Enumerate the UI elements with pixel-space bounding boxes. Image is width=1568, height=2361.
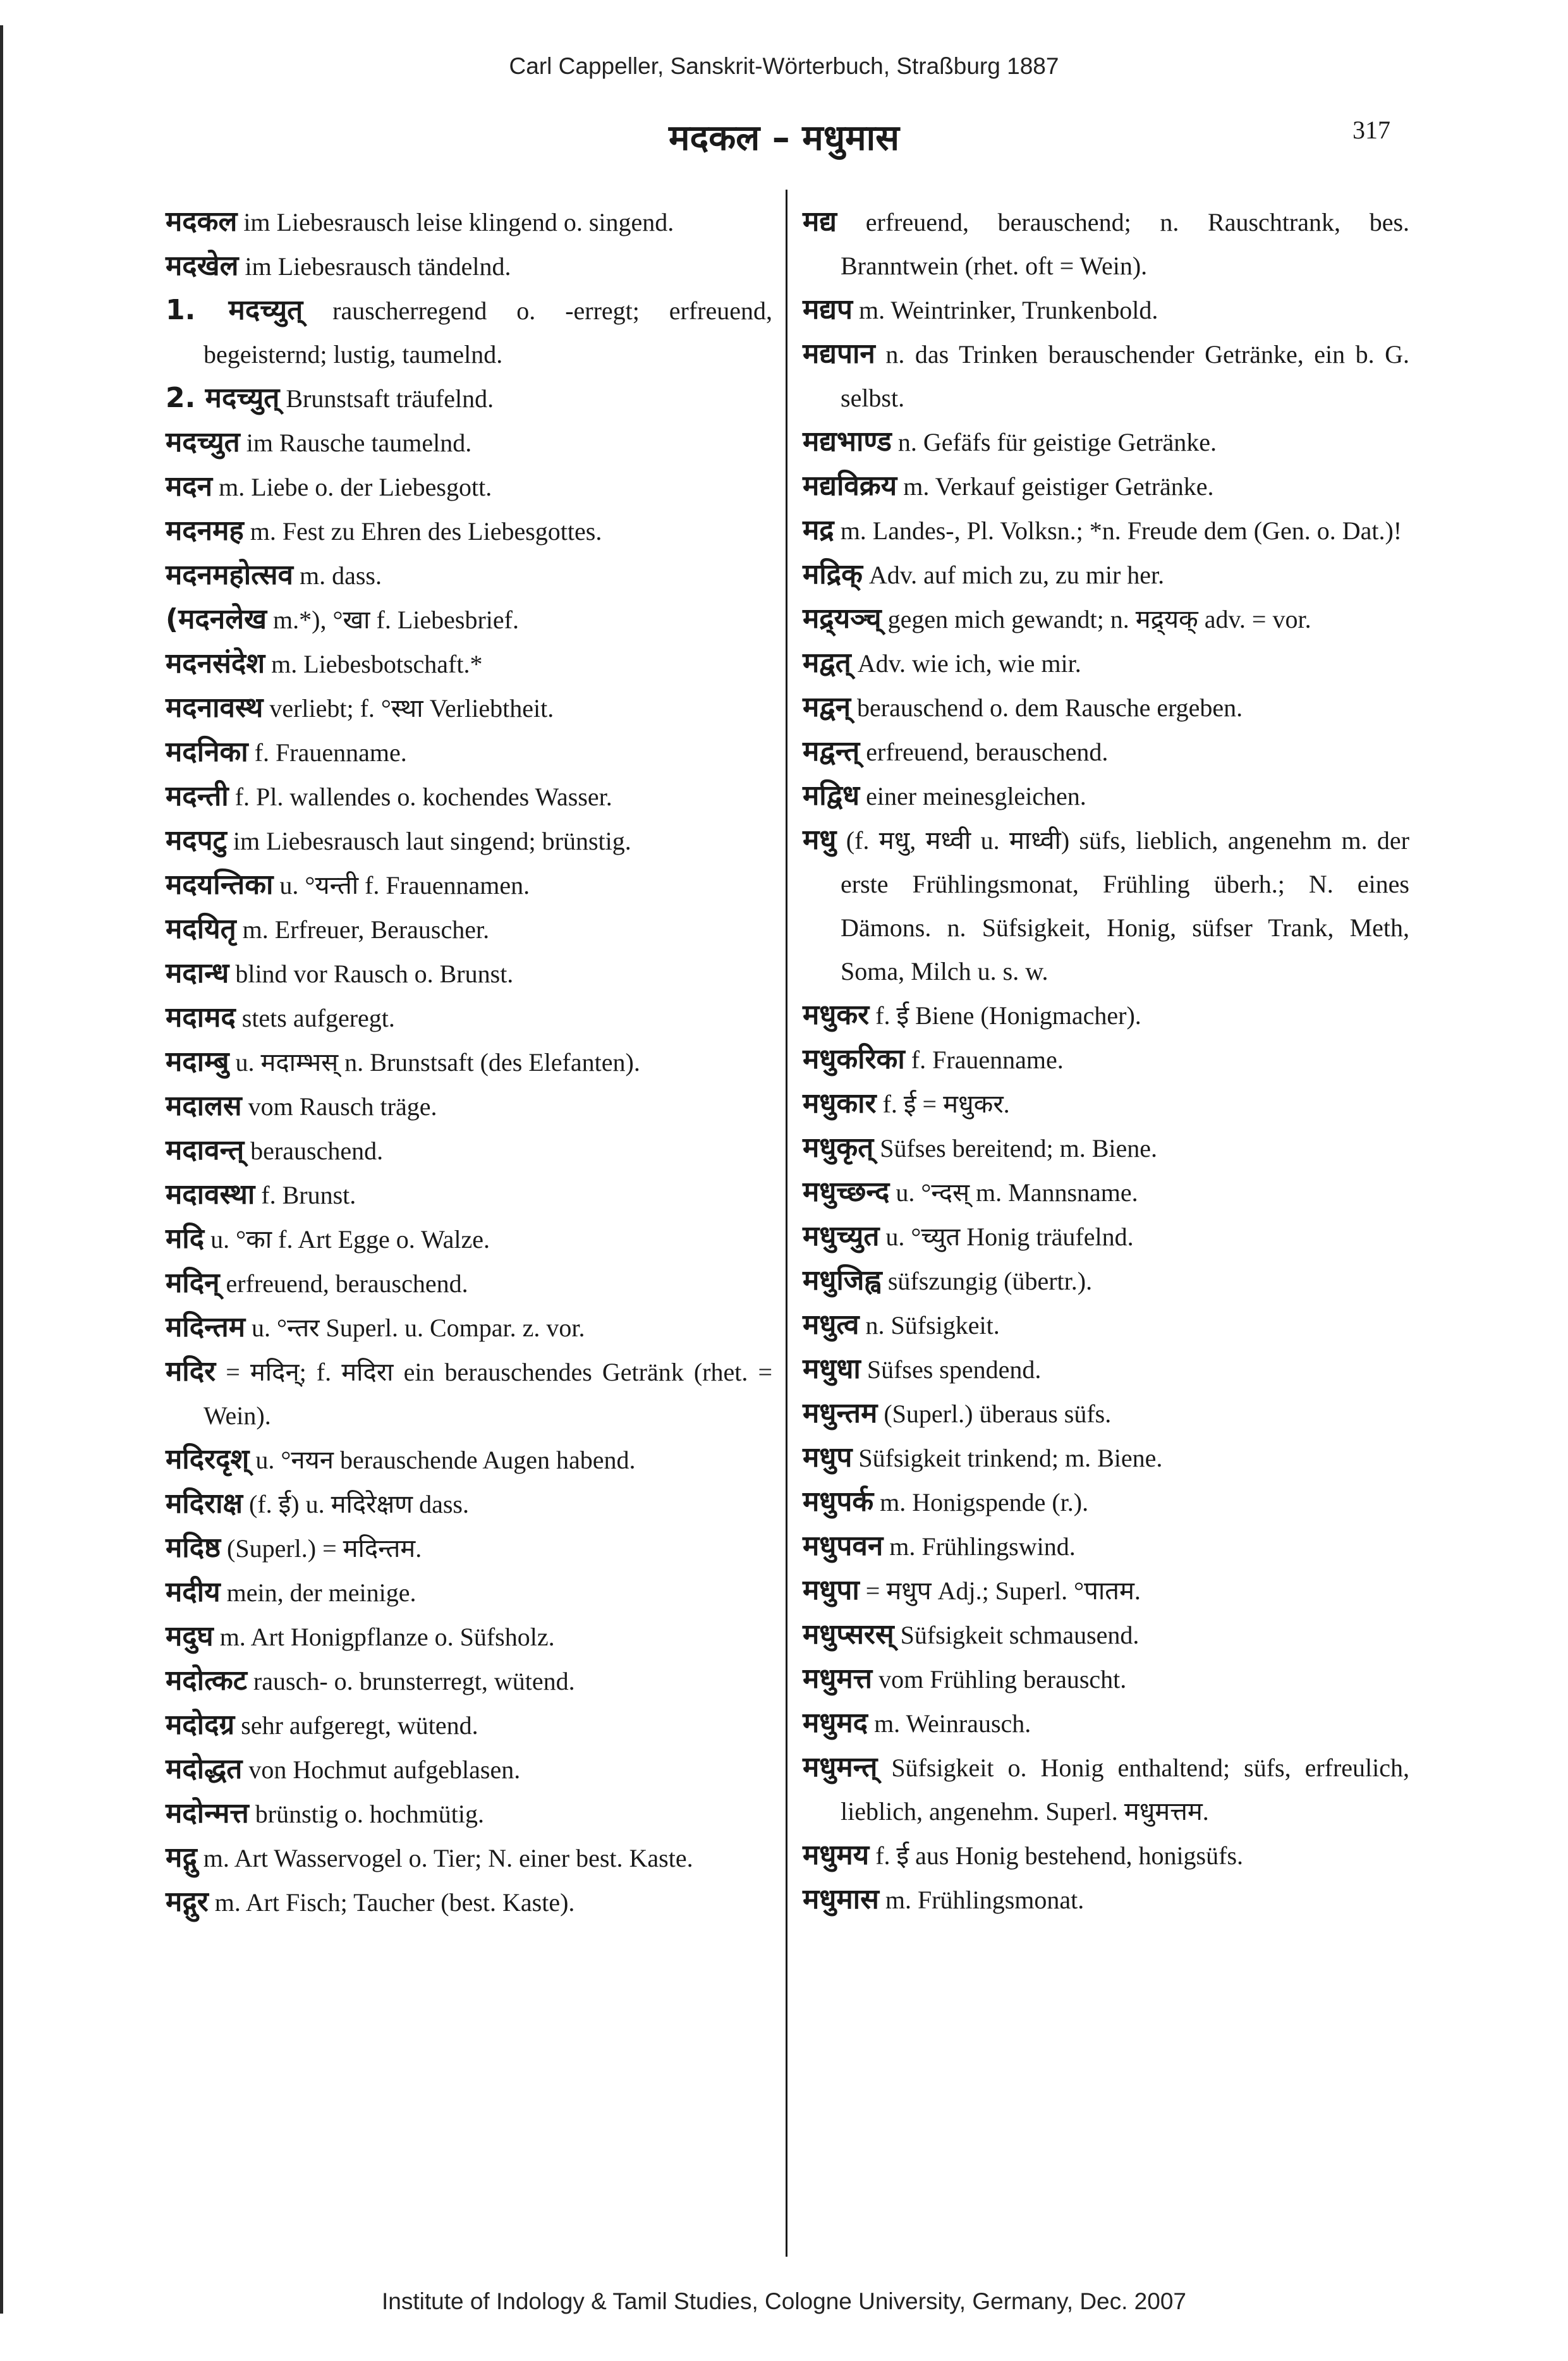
entry-definition: brünstig o. hochmütig. (255, 1800, 484, 1828)
dictionary-entry (803, 1214, 1409, 1259)
entry-definition: einer meinesgleichen. (866, 782, 1086, 810)
entry-definition: berauschend. (250, 1137, 384, 1165)
dictionary-entry (803, 1568, 1409, 1613)
entry-definition: Süfses bereitend; m. Biene. (880, 1134, 1158, 1162)
dictionary-entry (803, 508, 1409, 552)
entry-definition: Süfsigkeit schmausend. (900, 1621, 1140, 1649)
entry-definition: m. Landes-, Pl. Volksn.; *n. Freude dem (Gen. o. Dat.)! (840, 516, 1402, 545)
entry-headword: मद्विध (803, 779, 860, 812)
entry-headword: मद्रिक् (803, 558, 863, 590)
entry-definition: (f. ई) u. मदिरेक्षण dass. (249, 1490, 469, 1518)
entry-headword: 2. मदच्युत् (166, 382, 280, 414)
entry-headword: मधुकार (803, 1087, 877, 1119)
entry-definition: = मदिन्; f. मदिरा ein berauschendes Getränk (rhet. = Wein). (204, 1358, 772, 1430)
dictionary-entry (166, 1040, 772, 1084)
dictionary-entry (166, 863, 772, 907)
entry-definition: Süfsigkeit o. Honig enthaltend; süfs, erfreulich, lieblich, angenehm. Superl. मधुमत्तम. (841, 1754, 1410, 1826)
dictionary-entry (166, 1747, 772, 1791)
entry-headword: मधुकर (803, 999, 870, 1031)
digitization-credit: Institute of Indology & Tamil Studies, Cologne University, Germany, Dec. 2007 (381, 2288, 1186, 2314)
entry-definition: mein, der meinige. (226, 1578, 416, 1607)
entry-definition: f. Frauenname. (911, 1046, 1064, 1074)
entry-definition: Adv. auf mich zu, zu mir her. (868, 561, 1165, 589)
entry-definition: m. Weintrinker, Trunkenbold. (859, 296, 1158, 324)
entry-definition: u. °का f. Art Egge o. Walze. (210, 1225, 490, 1254)
dictionary-entry (803, 1745, 1409, 1833)
entry-definition: erfreuend, berauschend; n. Rauschtrank, bes. Branntwein (rhet. oft = Wein). (841, 208, 1410, 280)
dictionary-entry (803, 1391, 1409, 1436)
entry-headword: मधुमन्त् (803, 1751, 878, 1783)
entry-headword: 1. मदच्युत् (166, 294, 303, 326)
dictionary-entry (166, 1173, 772, 1217)
dictionary-entry (166, 951, 772, 996)
entry-headword: मदोत्कट (166, 1664, 247, 1697)
dictionary-entry (803, 729, 1409, 774)
entry-headword: मद्र (803, 514, 834, 546)
dictionary-entry (166, 376, 772, 420)
entry-headword: मदनमहोत्सव (166, 559, 293, 591)
column-divider (786, 190, 787, 2257)
dictionary-entry (166, 819, 772, 863)
entry-headword: मदिष्ठ (166, 1532, 221, 1564)
dictionary-entry (166, 420, 772, 465)
entry-definition: m. Frühlingsmonat. (885, 1886, 1085, 1914)
entry-definition: von Hochmut aufgeblasen. (248, 1755, 521, 1784)
right-column (803, 200, 1409, 1922)
dictionary-entry (166, 1482, 772, 1526)
entry-headword: मधुच्छन्द (803, 1176, 890, 1208)
entry-headword: मदोन्मत्त (166, 1797, 249, 1829)
dictionary-entry (803, 1657, 1409, 1701)
dictionary-entry (166, 996, 772, 1040)
dictionary-entry (803, 685, 1409, 729)
entry-headword: मदयन्तिका (166, 869, 274, 901)
entry-headword: मधुकृत् (803, 1132, 874, 1164)
entry-definition: m. Art Wasservogel o. Tier; N. einer best. Kaste. (203, 1844, 693, 1872)
entry-headword: मदिन् (166, 1267, 220, 1299)
entry-definition: m. Frühlingswind. (889, 1532, 1076, 1561)
left-column (166, 200, 772, 1924)
entry-headword: मदिर (166, 1355, 216, 1388)
entry-headword: मदोद्धत (166, 1753, 243, 1785)
entry-headword: मधुन्तम (803, 1397, 878, 1429)
dictionary-entry (166, 553, 772, 597)
dictionary-entry (803, 1259, 1409, 1303)
dictionary-entry (803, 641, 1409, 685)
dictionary-entry (166, 288, 772, 376)
entry-definition: m. Fest zu Ehren des Liebesgottes. (250, 517, 602, 546)
scan-edge-line (0, 25, 3, 2314)
entry-headword: मदपटु (166, 824, 227, 857)
dictionary-entry (803, 1303, 1409, 1347)
entry-definition: süfszungig (übertr.). (887, 1267, 1093, 1295)
entry-definition: n. Gefäfs für geistige Getränke. (897, 428, 1217, 456)
dictionary-entry (166, 1703, 772, 1747)
entry-headword: मदुघ (166, 1620, 214, 1652)
dictionary-entry (803, 1833, 1409, 1877)
entry-definition: im Liebesrausch leise klingend o. singend. (243, 208, 674, 236)
entry-definition: Süfses spendend. (866, 1355, 1042, 1384)
entry-definition: stets aufgeregt. (241, 1004, 395, 1032)
dictionary-entry (803, 1082, 1409, 1126)
dictionary-entry (166, 774, 772, 819)
entry-definition: rauscherregend o. -erregt; erfreuend, begeisternd; lustig, taumelnd. (204, 296, 772, 369)
entry-definition: verliebt; f. °स्था Verliebtheit. (269, 694, 554, 723)
entry-headword: मदखेल (166, 250, 239, 282)
dictionary-entry (803, 818, 1409, 993)
dictionary-entry (166, 1350, 772, 1437)
entry-headword: मधुपवन (803, 1530, 884, 1562)
entry-headword: मधुमद (803, 1707, 868, 1739)
entry-definition: u. °न्तर Superl. u. Compar. z. vor. (252, 1314, 585, 1342)
dictionary-entry (166, 1437, 772, 1482)
entry-headword: (मदनलेख (166, 603, 267, 635)
entry-headword: मद्वन् (803, 691, 851, 723)
entry-definition: sehr aufgeregt, wütend. (241, 1711, 478, 1740)
dictionary-entry (803, 993, 1409, 1037)
entry-definition: f. ई Biene (Honigmacher). (875, 1001, 1141, 1030)
running-headword: मदकल – मधुमास (669, 118, 899, 159)
page-number: 317 (1352, 116, 1390, 144)
dictionary-entry (166, 1526, 772, 1570)
entry-definition: im Rausche taumelnd. (246, 429, 472, 457)
entry-definition: n. das Trinken berauschender Getränke, ein b. G. selbst. (841, 340, 1410, 412)
dictionary-entry (166, 1659, 772, 1703)
dictionary-entry (166, 642, 772, 686)
dictionary-entry (803, 597, 1409, 641)
entry-definition: f. Frauenname. (254, 738, 407, 767)
dictionary-entry (166, 1880, 772, 1924)
entry-definition: Brunstsaft träufelnd. (286, 384, 494, 413)
dictionary-entry (803, 774, 1409, 818)
entry-definition: erfreuend, berauschend. (866, 738, 1109, 766)
entry-headword: मदामद (166, 1001, 236, 1034)
entry-headword: मदन्ती (166, 780, 229, 812)
entry-definition: = मधुप Adj.; Superl. °पातम. (865, 1577, 1141, 1605)
dictionary-entry (803, 420, 1409, 464)
entry-headword: मद्यभाण्ड (803, 425, 892, 458)
dictionary-entry (166, 1305, 772, 1350)
entry-headword: मधुच्युत (803, 1220, 880, 1252)
entry-headword: मदनमह (166, 515, 244, 547)
dictionary-entry (803, 1701, 1409, 1745)
entry-headword: मद्वत् (803, 647, 851, 679)
dictionary-entry (166, 200, 772, 244)
entry-headword: मदालस (166, 1090, 242, 1122)
entry-headword: मधुप्सरस् (803, 1618, 894, 1650)
dictionary-entry (166, 1128, 772, 1173)
entry-headword: मधुप (803, 1441, 853, 1473)
dictionary-entry (803, 1170, 1409, 1214)
entry-headword: मधुमय (803, 1839, 870, 1871)
entry-headword: मदच्युत (166, 426, 240, 458)
dictionary-entry (803, 1436, 1409, 1480)
entry-headword: मद्गु (166, 1841, 197, 1874)
entry-headword: मदनावस्थ (166, 692, 264, 724)
dictionary-entry (166, 597, 772, 642)
entry-headword: मदीय (166, 1576, 221, 1608)
entry-definition: m. Art Honigpflanze o. Süfsholz. (219, 1623, 555, 1651)
entry-headword: मदन (166, 470, 213, 503)
dictionary-entry (803, 1480, 1409, 1524)
entry-definition: m. Art Fisch; Taucher (best. Kaste). (214, 1888, 575, 1917)
entry-definition: (Superl.) = मदिन्तम. (227, 1534, 422, 1563)
entry-headword: मधुमत्त (803, 1662, 873, 1695)
entry-headword: मदिरदृश् (166, 1443, 250, 1475)
entry-definition: rausch- o. brunsterregt, wütend. (253, 1667, 575, 1695)
entry-headword: मद्र्यञ्च् (803, 602, 882, 635)
entry-definition: f. Pl. wallendes o. kochendes Wasser. (234, 783, 612, 811)
entry-headword: मधुपर्क (803, 1486, 874, 1518)
entry-headword: मद्य (803, 205, 837, 238)
entry-headword: मदोदग्र (166, 1709, 235, 1741)
entry-definition: f. ई = मधुकर. (882, 1090, 1010, 1118)
entry-definition: m. Weinrausch. (874, 1709, 1031, 1738)
entry-headword: मधुकरिका (803, 1043, 905, 1075)
dictionary-entry (166, 465, 772, 509)
entry-definition: f. Brunst. (261, 1181, 356, 1209)
dictionary-entry (803, 1613, 1409, 1657)
dictionary-entry (166, 509, 772, 553)
entry-definition: gegen mich gewandt; n. मद्र्यक् adv. = vor. (887, 605, 1311, 633)
entry-definition: m.*), °खा f. Liebesbrief. (273, 606, 519, 634)
entry-definition: m. Liebe o. der Liebesgott. (219, 473, 492, 501)
entry-headword: मधुजिह्व (803, 1264, 882, 1296)
entry-headword: मधुधा (803, 1353, 861, 1385)
entry-definition: f. ई aus Honig bestehend, honigsüfs. (875, 1841, 1244, 1870)
dictionary-entry (803, 464, 1409, 508)
entry-headword: मदान्ध (166, 957, 229, 989)
entry-definition: erfreuend, berauschend. (226, 1269, 468, 1298)
entry-definition: u. °न्दस् m. Mannsname. (896, 1178, 1138, 1207)
entry-definition: berauschend o. dem Rausche ergeben. (857, 693, 1243, 722)
entry-definition: u. °नयन berauschende Augen habend. (255, 1446, 636, 1474)
dictionary-entry (166, 1084, 772, 1128)
dictionary-entry (166, 1217, 772, 1261)
entry-headword: मदयितृ (166, 913, 236, 945)
dictionary-entry (803, 332, 1409, 420)
entry-definition: vom Frühling berauscht. (878, 1665, 1127, 1693)
entry-headword: मदि (166, 1223, 205, 1255)
dictionary-entry (166, 1570, 772, 1614)
dictionary-entry (166, 686, 772, 730)
entry-headword: मदावस्था (166, 1178, 255, 1211)
dictionary-entry (803, 288, 1409, 332)
entry-headword: मदिराक्ष (166, 1487, 243, 1520)
entry-definition: blind vor Rausch o. Brunst. (235, 960, 514, 988)
entry-definition: Süfsigkeit trinkend; m. Biene. (858, 1444, 1163, 1472)
entry-headword: मधुमास (803, 1883, 879, 1915)
dictionary-entry (803, 552, 1409, 597)
entry-headword: मद्यविक्रय (803, 470, 897, 502)
entry-definition: m. Verkauf geistiger Getränke. (903, 472, 1214, 501)
entry-definition: Adv. wie ich, wie mir. (857, 649, 1081, 678)
entry-headword: मदनिका (166, 736, 248, 768)
dictionary-entry (803, 200, 1409, 288)
entry-definition: n. Süfsigkeit. (865, 1311, 1000, 1339)
entry-definition: (f. मधु, मध्वी u. माध्वी) süfs, lieblich, angenehm m. der erste Frühlingsmonat, Frühling überh.; N. eines Dämons. n. Süfsigkeit, Honig, süfser Trank, Meth, Soma, Milch u. s. w. (841, 826, 1410, 985)
dictionary-entry (166, 730, 772, 774)
entry-definition: m. dass. (299, 561, 382, 590)
entry-headword: मदनसंदेश (166, 647, 265, 680)
dictionary-entry (166, 244, 772, 288)
entry-definition: vom Rausch träge. (248, 1092, 437, 1121)
dictionary-entry (803, 1347, 1409, 1391)
entry-headword: मदावन्त् (166, 1134, 245, 1166)
dictionary-entry (166, 1614, 772, 1659)
entry-definition: u. °च्युत Honig träufelnd. (885, 1223, 1134, 1251)
dictionary-entry (803, 1524, 1409, 1568)
dictionary-entry (166, 1836, 772, 1880)
entry-definition: im Liebesrausch laut singend; brünstig. (233, 827, 631, 855)
entry-headword: मधुत्व (803, 1309, 860, 1341)
entry-headword: मदाम्बु (166, 1046, 229, 1078)
entry-headword: मद्वन्त् (803, 735, 860, 767)
entry-headword: मदकल (166, 205, 238, 238)
entry-headword: मदिन्तम (166, 1311, 246, 1343)
entry-headword: मद्यपान (803, 338, 875, 370)
source-credit: Carl Cappeller, Sanskrit-Wörterbuch, Straßburg 1887 (509, 53, 1059, 79)
entry-headword: मधुपा (803, 1574, 860, 1606)
dictionary-entry (166, 1791, 772, 1836)
entry-headword: मद्यप (803, 293, 853, 326)
entry-definition: u. °यन्ती f. Frauennamen. (279, 871, 530, 900)
entry-definition: (Superl.) überaus süfs. (884, 1400, 1112, 1428)
entry-headword: मद्गुर (166, 1886, 209, 1918)
dictionary-entry (803, 1126, 1409, 1170)
entry-definition: u. मदाम्भस् n. Brunstsaft (des Elefanten). (235, 1048, 640, 1077)
dictionary-entry (803, 1037, 1409, 1082)
entry-definition: im Liebesrausch tändelnd. (245, 252, 511, 281)
dictionary-entry (166, 907, 772, 951)
entry-definition: m. Honigspende (r.). (880, 1488, 1089, 1516)
dictionary-entry (803, 1877, 1409, 1922)
entry-definition: m. Erfreuer, Berauscher. (242, 915, 490, 944)
entry-definition: m. Liebesbotschaft.* (271, 650, 483, 678)
entry-headword: मधु (803, 824, 837, 856)
dictionary-entry (166, 1261, 772, 1305)
